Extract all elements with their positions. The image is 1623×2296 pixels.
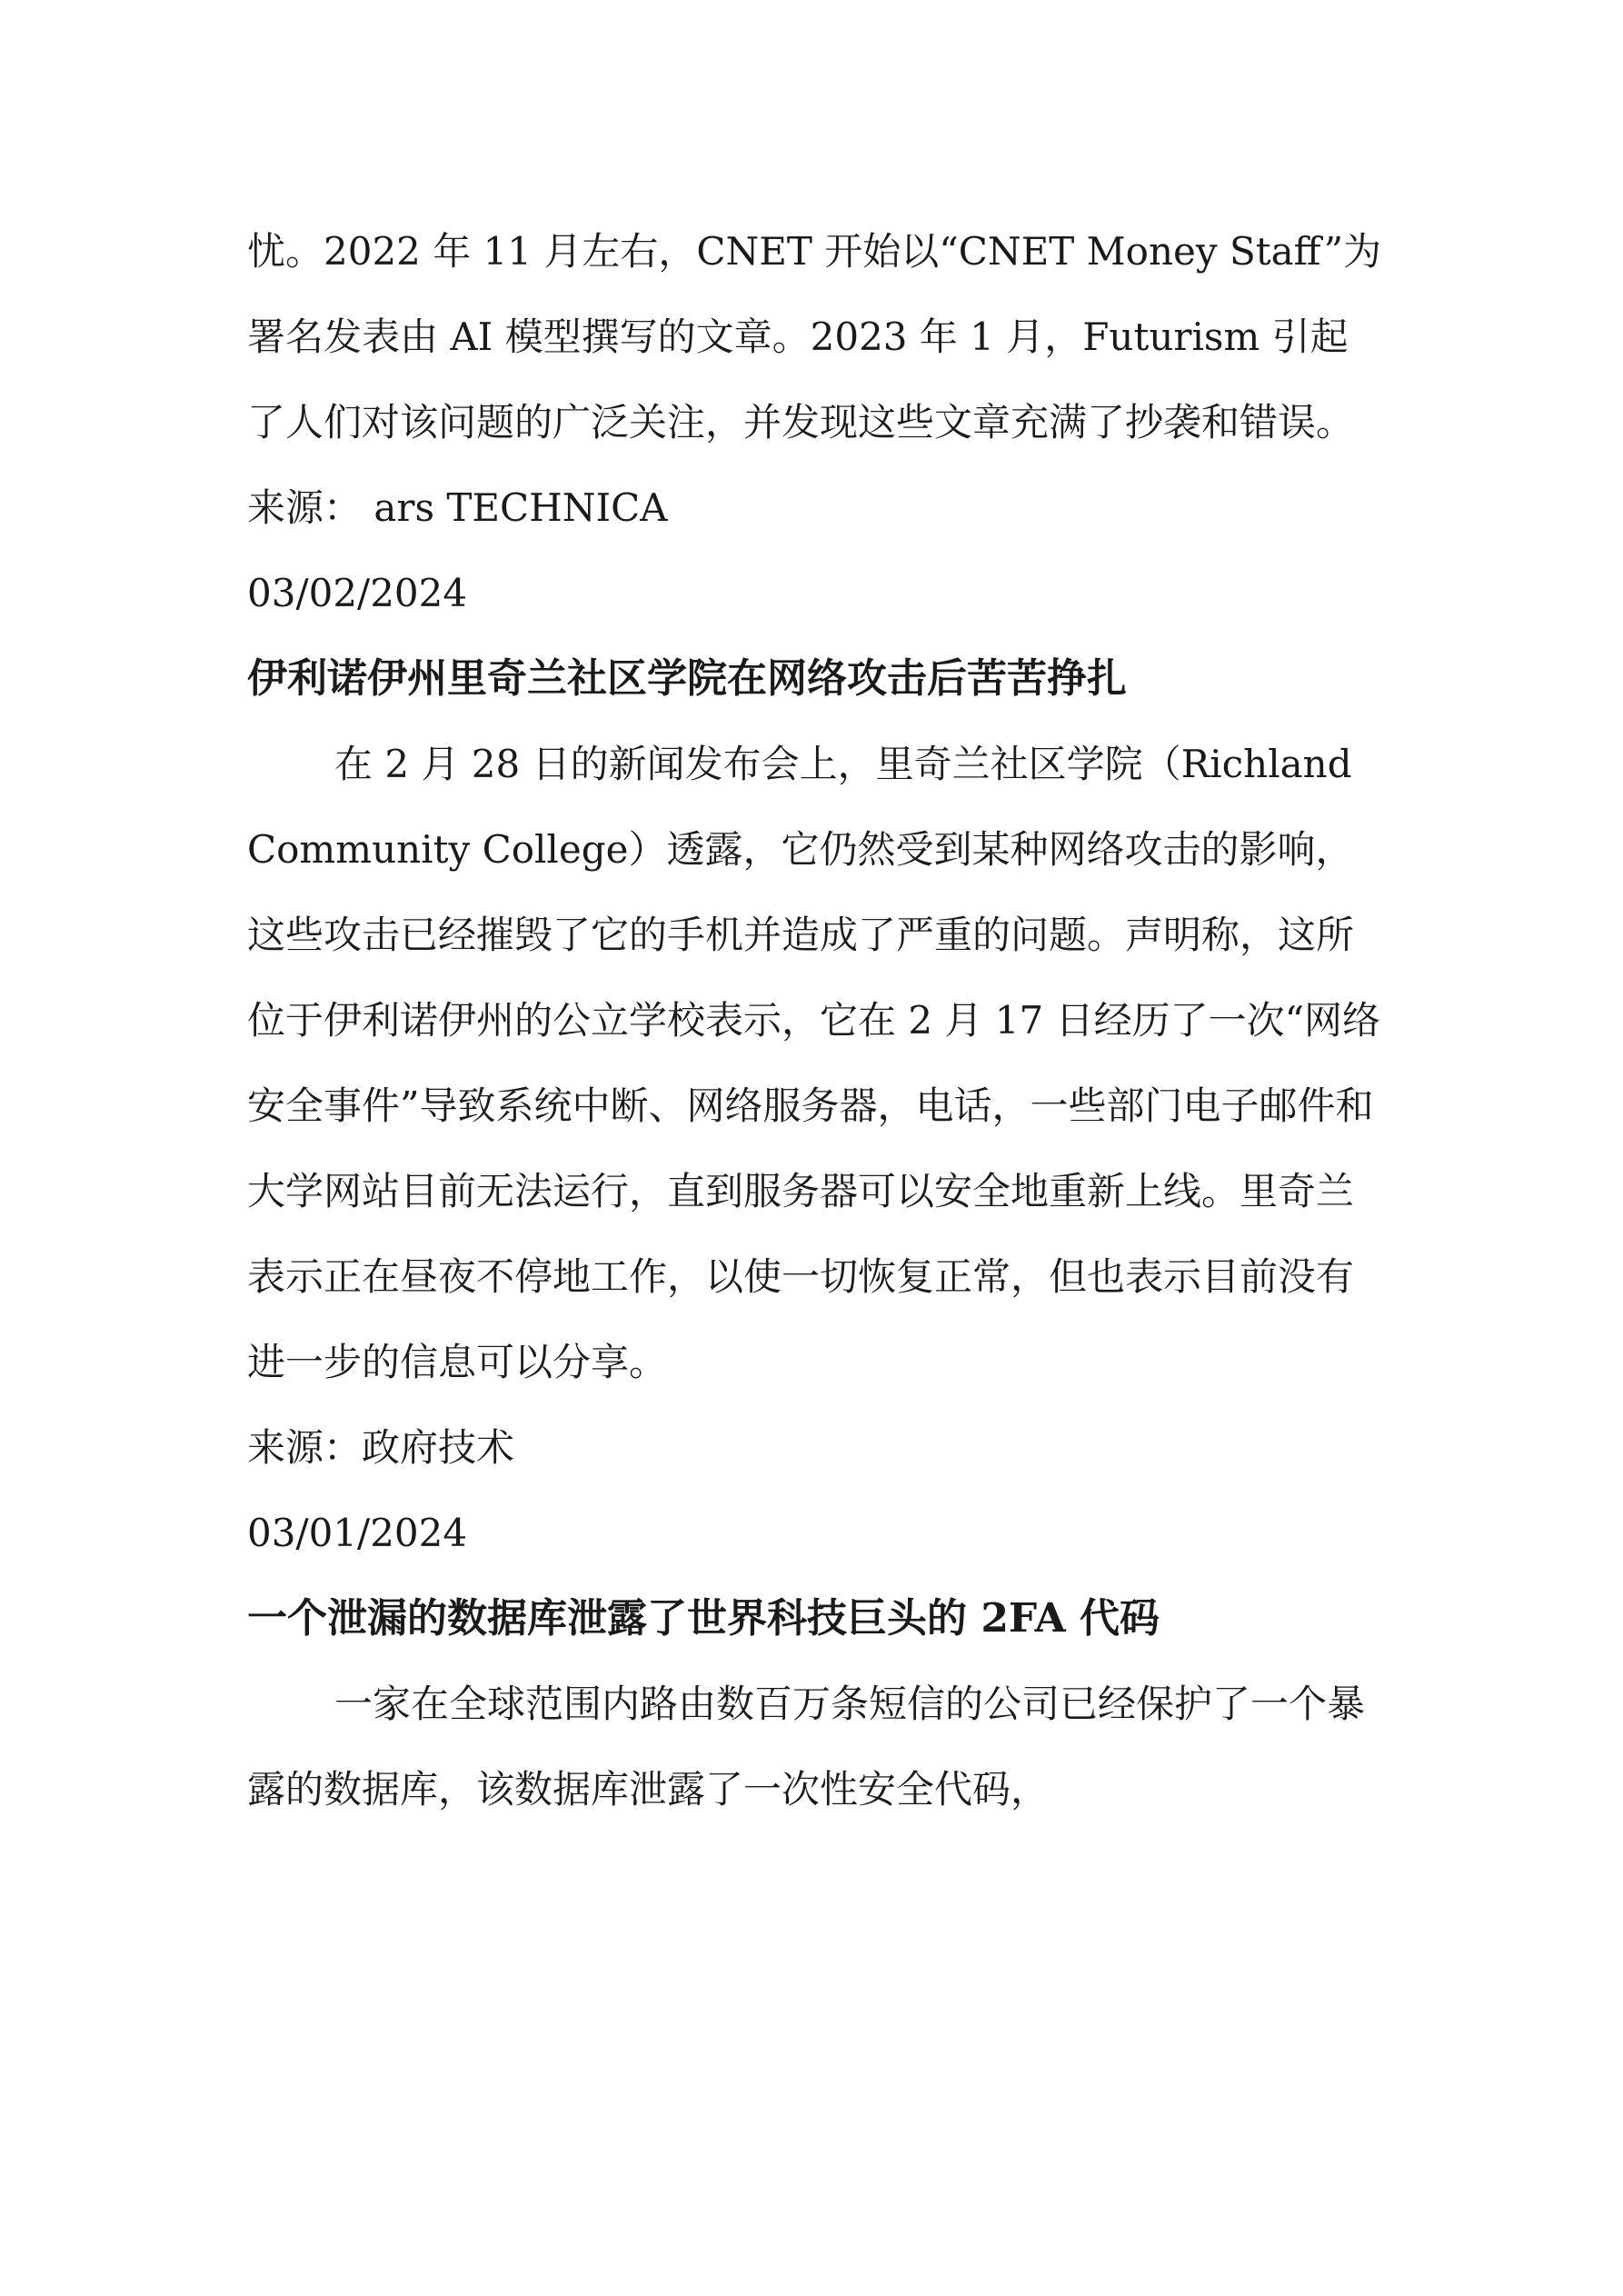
article-body-continued: 忧。2022 年 11 月左右，CNET 开始以“CNET Money Staff”为署名发表由 AI 模型撰写的文章。2023 年 1 月，Futurism 引起了人们对该问题的广泛关注，并发现这些文章充满了抄袭和错误。 — [247, 229, 1382, 444]
article-date: 03/01/2024 — [247, 1511, 468, 1555]
article-source: 来源：政府技术 — [247, 1425, 515, 1470]
article-title: 伊利诺伊州里奇兰社区学院在网络攻击后苦苦挣扎 — [247, 655, 1127, 702]
article-source: 来源： ars TECHNICA — [247, 485, 668, 530]
document-content — [247, 209, 1383, 1832]
article-title: 一个泄漏的数据库泄露了世界科技巨头的 2FA 代码 — [247, 1595, 1160, 1642]
article-body: 一家在全球范围内路由数百万条短信的公司已经保护了一个暴露的数据库，该数据库泄露了一次性安全代码， — [247, 1682, 1366, 1812]
article-date: 03/02/2024 — [247, 571, 468, 615]
article-body: 在 2 月 28 日的新闻发布会上，里奇兰社区学院（Richland Community College）透露，它仍然受到某种网络攻击的影响，这些攻击已经摧毁了它的手机并造成了严重的问题。声明称，这所位于伊利诺伊州的公立学校表示，它在 2 月 17 日经历了一次“网络安全事件”导致系统中断、网络服务器，电话，一些部门电子邮件和大学网站目前无法运行，直到服务器可以安全地重新上线。里奇兰表示正在昼夜不停地工作，以使一切恢复正常，但也表示目前没有进一步的信息可以分享。 — [247, 742, 1381, 1384]
